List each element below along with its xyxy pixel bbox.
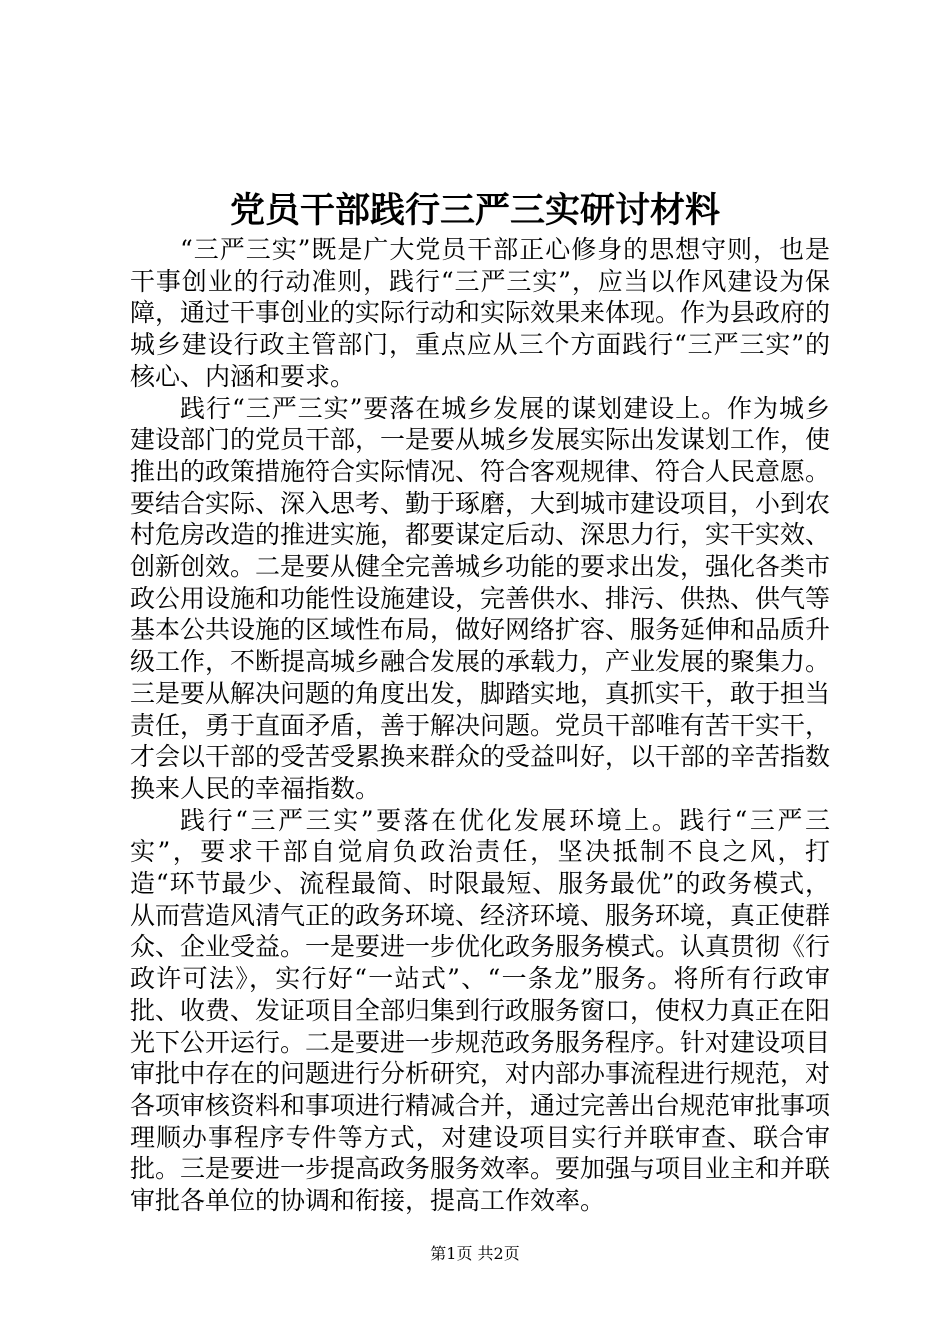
paragraph-environment: 践行“三严三实”要落在优化发展环境上。践行“三严三实”，要求干部自觉肩负政治责任，坚决抵制不良之风，打造“环节最少、流程最简、时限最短、服务最优”的政务模式，从而营造风清气正的政务环境、经济环境、服务环境，真正使群众、企业受益。一是要进一步优化政务服务模式。认真贯彻《行政许可法》，实行好“一站式”、“一条龙”服务。将所有行政审批、收费、发证项目全部归集到行政服务窗口，使权力真正在阳光下公开运行。二是要进一步规范政务服务程序。针对建设项目审批中存在的问题进行分析研究，对内部办事流程进行规范，对各项审核资料和事项进行精减合并，通过完善出台规范审批事项理顺办事程序专件等方式，对建设项目实行并联审查、联合审批。三是要进一步提高政务服务效率。要加强与项目业主和并联审批各单位的协调和衔接，提高工作效率。 (130, 805, 831, 1216)
document-title: 党员干部践行三严三实研讨材料 (229, 190, 720, 231)
paragraph-urban-planning: 践行“三严三实”要落在城乡发展的谋划建设上。作为城乡建设部门的党员干部，一是要从城乡发展实际出发谋划工作，使推出的政策措施符合实际情况、符合客观规律、符合人民意愿。要结合实际、深入思考、勤于琢磨，大到城市建设项目，小到农村危房改造的推进实施，都要谋定后动、深思力行，实干实效、创新创效。二是要从健全完善城乡功能的要求出发，强化各类市政公用设施和功能性设施建设，完善供水、排污、供热、供气等基本公共设施的区域性布局，做好网络扩容、服务延伸和品质升级工作，不断提高城乡融合发展的承载力，产业发展的聚集力。三是要从解决问题的角度出发，脚踏实地，真抓实干，敢于担当责任，勇于直面矛盾，善于解决问题。党员干部唯有苦干实干，才会以干部的受苦受累换来群众的受益叫好，以干部的辛苦指数换来人民的幸福指数。 (130, 393, 831, 803)
page-footer: 第1页 共2页 (430, 1244, 520, 1263)
paragraph-intro: “三严三实”既是广大党员干部正心修身的思想守则，也是干事创业的行动准则，践行“三严三实”，应当以作风建设为保障，通过干事创业的实际行动和实际效果来体现。作为县政府的城乡建设行政主管部门，重点应从三个方面践行“三严三实”的核心、内涵和要求。 (130, 235, 831, 391)
document-body (130, 234, 830, 1217)
